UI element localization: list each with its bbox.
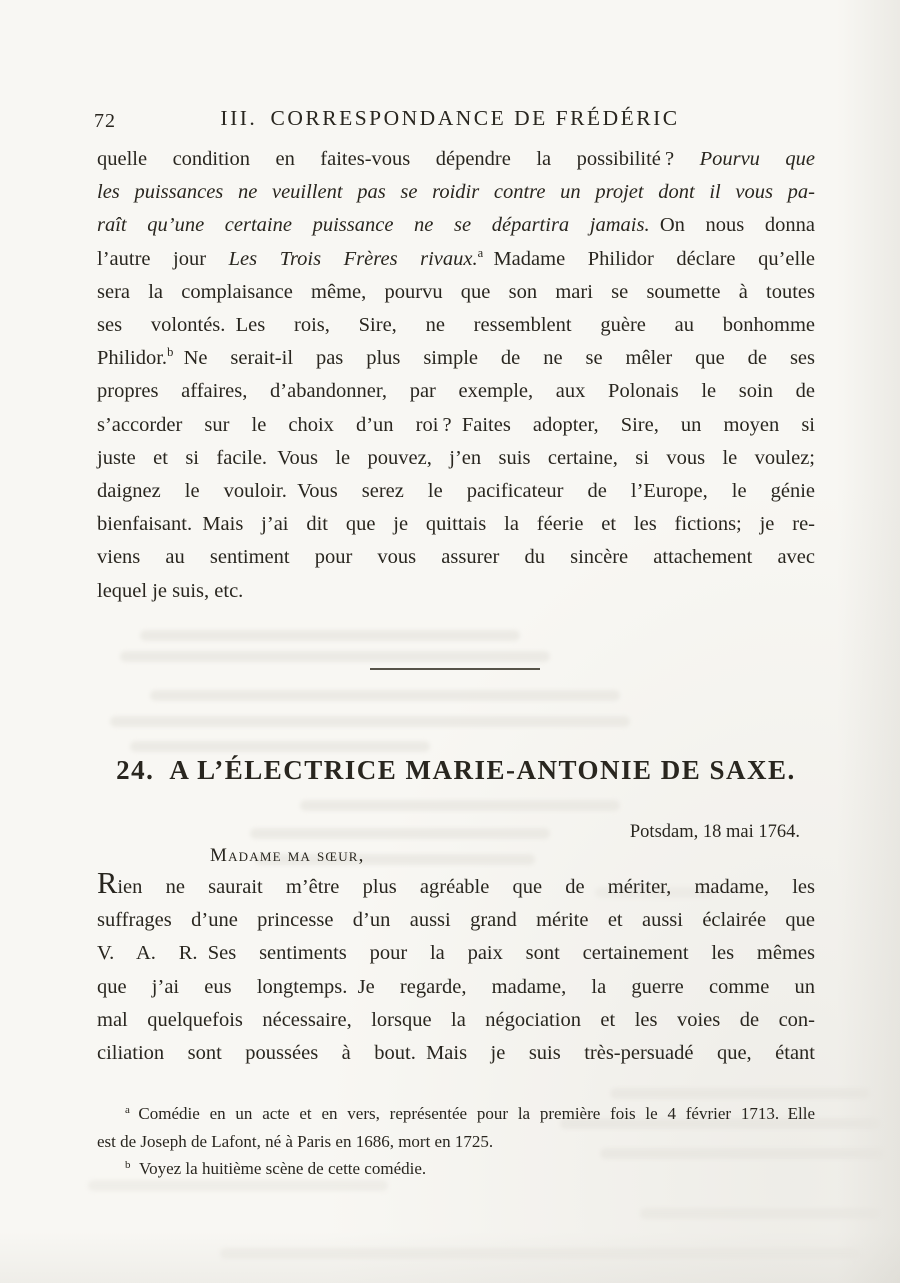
text-line: sera la complaisance même, pourvu que son mari se soumette à toutes	[97, 280, 815, 303]
text-line: quelle condition en faites-vous dépendre la possibilité ? Pourvu que	[97, 148, 815, 170]
text-line: daignez le vouloir. Vous serez le pacificateur de l’Europe, le génie	[97, 480, 815, 503]
bleed-through-line	[640, 1208, 880, 1219]
salutation: Madame ma sœur,	[210, 845, 365, 866]
text-line: l’autre jour Les Trois Frères rivaux.$^a$ Madame Philidor déclare qu’elle	[97, 245, 816, 270]
letter-24-body	[97, 866, 815, 1070]
bleed-through-line	[120, 651, 550, 662]
text-line: ciliation sont poussées à bout. Mais je suis très-persuadé que, étant	[97, 1042, 815, 1065]
bleed-through-line	[610, 1088, 870, 1099]
text-line: ses volontés. Les rois, Sire, ne ressemblent guère au bonhomme	[97, 314, 815, 337]
text-line: que j’ai eus longtemps. Je regarde, madame, la guerre comme un	[97, 975, 815, 998]
text-line: $^a$ Comédie en un acte et en vers, représentée pour la première fois le 4 février 1713. Elle	[125, 1104, 815, 1123]
bleed-through-line	[220, 1248, 860, 1259]
letter-body-end	[97, 143, 815, 608]
text-line: bienfaisant. Mais j’ai dit que je quittais la féerie et les fictions; je re-	[97, 513, 815, 536]
text-line: $^b$ Voyez la huitième scène de cette comédie.	[125, 1159, 427, 1178]
text-line: s’accorder sur le choix d’un roi ? Faites adopter, Sire, un moyen si	[97, 413, 815, 436]
bleed-through-line	[300, 800, 620, 811]
text-line: suffrages d’une princesse d’un aussi grand mérite et aussi éclairée que	[97, 909, 815, 932]
letter-24-heading: 24. A L’ÉLECTRICE MARIE-ANTONIE DE SAXE.	[116, 755, 796, 785]
bleed-through-line	[110, 716, 630, 727]
text-line: viens au sentiment pour vous assurer du sincère attachement avec	[97, 546, 815, 569]
running-header: III. CORRESPONDANCE DE FRÉDÉRIC	[220, 106, 680, 130]
bleed-through-line	[140, 630, 520, 641]
bleed-through-line	[130, 741, 430, 752]
footnotes	[97, 1100, 815, 1183]
text-line: propres affaires, d’abandonner, par exemple, aux Polonais le soin de	[97, 380, 815, 403]
text-line: juste et si facile. Vous le pouvez, j’en suis certaine, si vous le voulez;	[97, 446, 815, 469]
text-line: V. A. R. Ses sentiments pour la paix sont certainement les mêmes	[97, 942, 815, 965]
text-line: Rien ne saurait m’être plus agréable que de mériter, madame, les	[97, 866, 815, 900]
text-line: mal quelquefois nécessaire, lorsque la négociation et les voies de con-	[97, 1008, 815, 1031]
section-divider	[370, 668, 540, 670]
text-line: les puissances ne veuillent pas se roidir contre un projet dont il vous pa-	[97, 181, 815, 204]
bleed-through-line	[150, 690, 620, 701]
text-line: lequel je suis, etc.	[97, 579, 244, 602]
text-line: Philidor.$^b$ Ne serait-il pas plus simple de ne se mêler que de ses	[97, 345, 815, 370]
page-number: 72	[94, 110, 116, 132]
text-line: raît qu’une certaine puissance ne se départira jamais. On nous donna	[97, 214, 815, 237]
dateline: Potsdam, 18 mai 1764.	[629, 822, 800, 842]
text-line: est de Joseph de Lafont, né à Paris en 1686, mort en 1725.	[97, 1131, 494, 1151]
